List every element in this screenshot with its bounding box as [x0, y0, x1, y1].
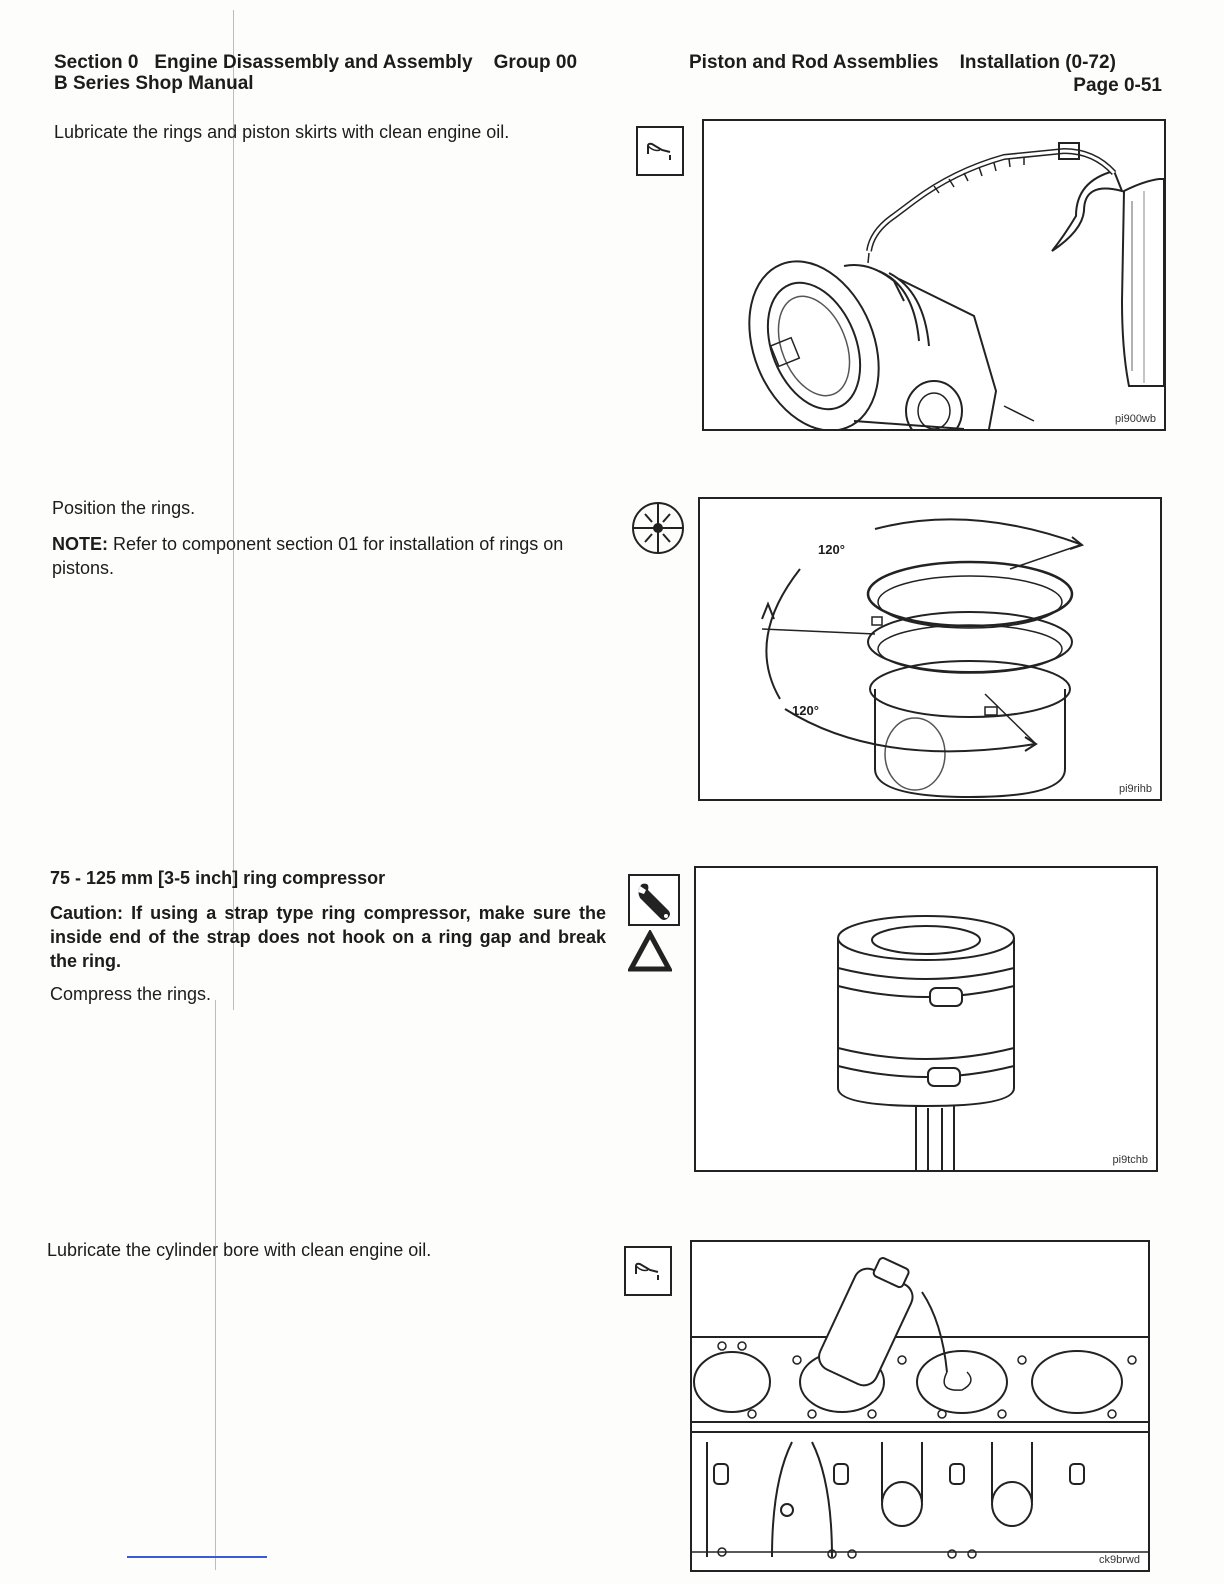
tool-spec: 75 - 125 mm [3-5 inch] ring compressor — [50, 868, 386, 888]
figure-oil-pistons — [702, 119, 1166, 431]
scan-mark — [127, 1556, 267, 1558]
caution-text: Caution: If using a strap type ring compressor, make sure the inside end of the strap does not hook on a ring gap and break the ring. — [50, 903, 606, 971]
section-number: Section 0 — [54, 52, 139, 73]
wrench-icon — [628, 874, 680, 926]
figure-id: pi9rihb — [1118, 783, 1152, 795]
figure-id: ck9brwd — [1099, 1554, 1140, 1566]
figure-id: pi9tchb — [1112, 1154, 1148, 1166]
step1-text: Lubricate the rings and piston skirts with clean engine oil. — [54, 122, 510, 142]
figure-position-rings — [698, 497, 1162, 801]
step2-note — [52, 532, 612, 580]
figure-ring-compressor — [694, 866, 1158, 1172]
page-number: Page 0-51 — [1073, 75, 1162, 96]
step3-text: Compress the rings. — [50, 984, 212, 1004]
oil-can-icon — [636, 126, 684, 176]
header-topic — [689, 52, 1116, 73]
manual-title: B Series Shop Manual — [54, 73, 254, 94]
group-label: Group 00 — [493, 52, 578, 73]
note-text: Refer to component section 01 for installation of rings on pistons. — [52, 534, 564, 578]
caution-triangle-icon — [628, 930, 672, 972]
step4-text: Lubricate the cylinder bore with clean engine oil. — [47, 1240, 432, 1260]
scan-line — [215, 1000, 216, 1570]
note-label: NOTE: — [52, 534, 108, 554]
figure-cylinder-bore — [690, 1240, 1150, 1572]
step2-text: Position the rings. — [52, 498, 196, 518]
section-title: Engine Disassembly and Assembly — [154, 52, 473, 73]
installation-label: Installation (0-72) — [959, 52, 1116, 73]
angle-label: 120° — [792, 703, 819, 718]
header-section — [54, 52, 577, 73]
angle-label: 120° — [818, 542, 845, 557]
topic-title: Piston and Rod Assemblies — [689, 52, 939, 73]
oil-can-icon — [624, 1246, 672, 1296]
component-section-icon — [630, 500, 686, 556]
figure-id: pi900wb — [1115, 413, 1156, 425]
